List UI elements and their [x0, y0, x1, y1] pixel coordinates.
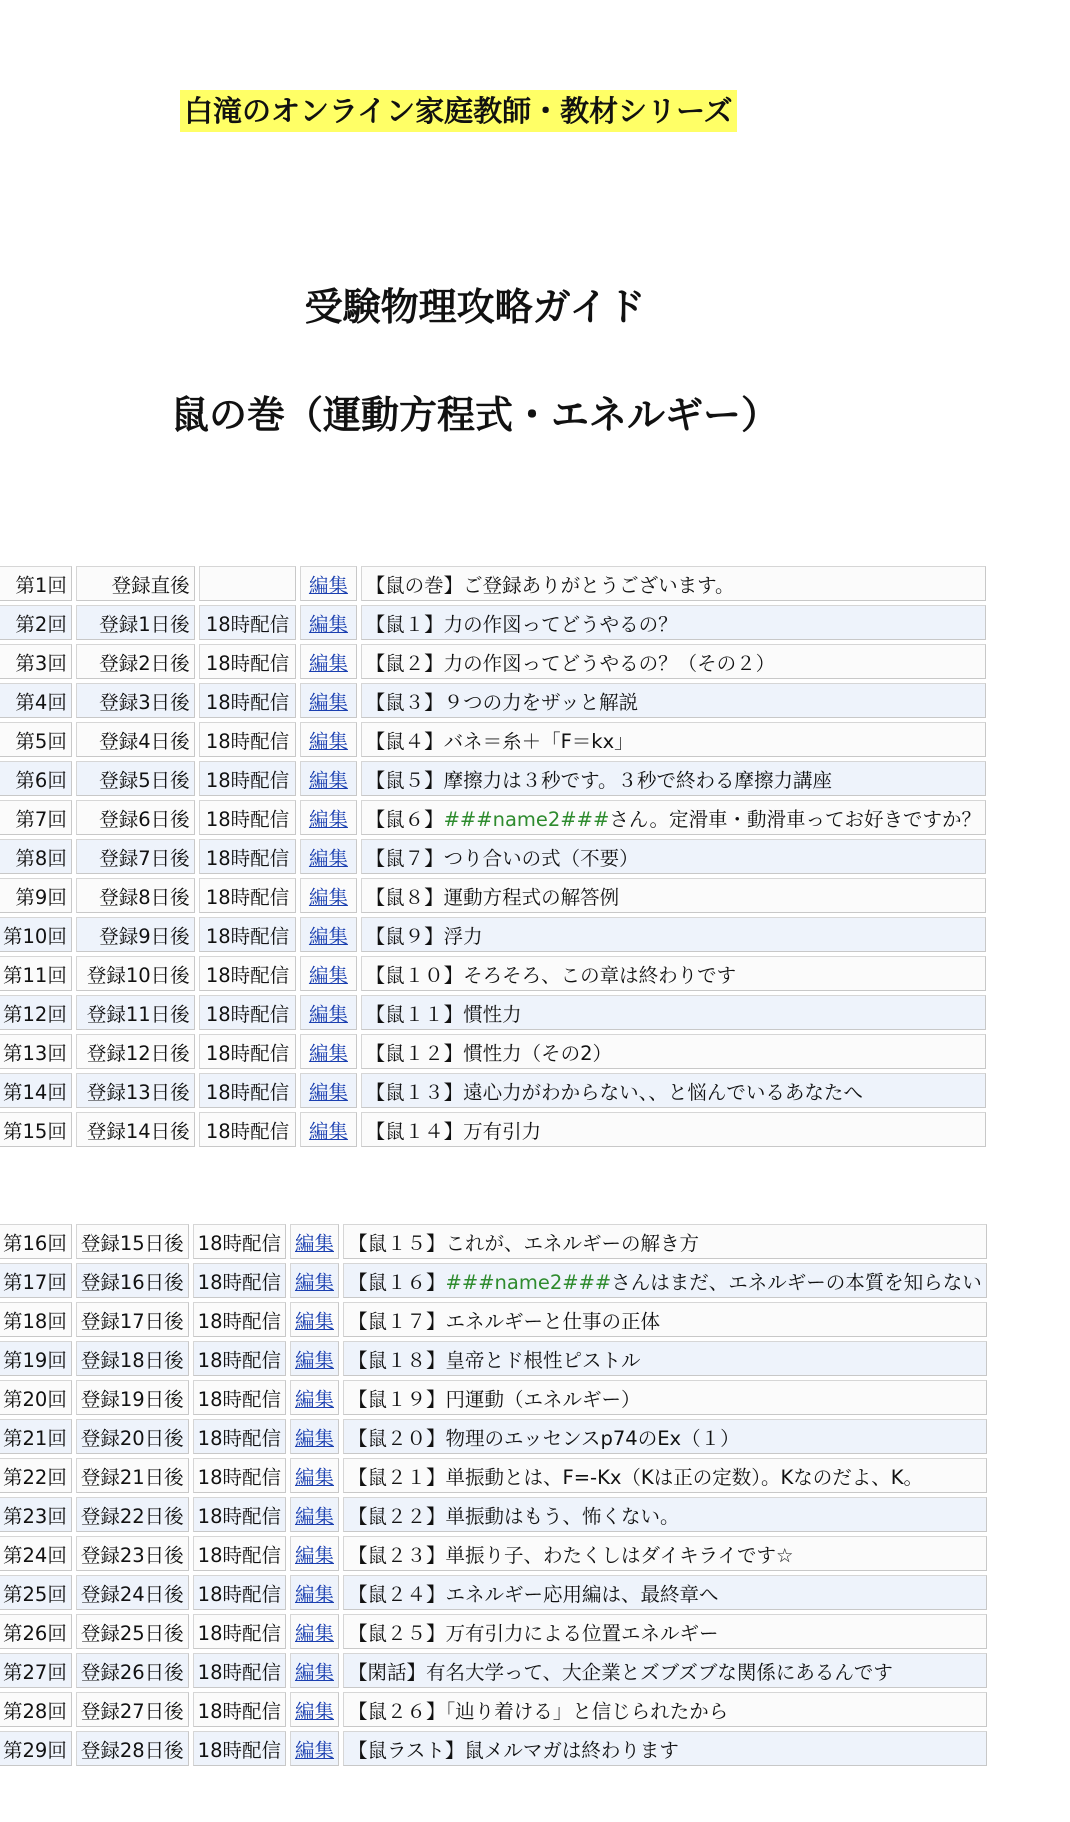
subject-text: 【鼠１】力の作図ってどうやるの？ [365, 612, 678, 636]
delivery-time: 18時配信 [193, 1341, 286, 1376]
delivery-time: 18時配信 [193, 1419, 286, 1454]
mail-subject [361, 722, 986, 757]
issue-number: 第3回 [0, 644, 72, 679]
delivery-time: 18時配信 [199, 683, 297, 718]
name-placeholder: ###name2### [445, 1270, 612, 1294]
edit-link[interactable]: 編集 [294, 1426, 334, 1450]
delivery-time: 18時配信 [199, 1073, 297, 1108]
subject-text: 【鼠の巻】ご登録ありがとうございます。 [365, 573, 735, 597]
issue-number: 第22回 [0, 1458, 72, 1493]
table-row [0, 1112, 986, 1147]
delivery-time: 18時配信 [193, 1575, 286, 1610]
delivery-day: 登録18日後 [76, 1341, 189, 1376]
delivery-day: 登録10日後 [76, 956, 195, 991]
mail-subject [343, 1263, 987, 1298]
mail-subject [343, 1497, 987, 1532]
edit-link[interactable]: 編集 [294, 1504, 334, 1528]
issue-number: 第26回 [0, 1614, 72, 1649]
subject-text: 【鼠２】力の作図ってどうやるの？（その２） [365, 651, 776, 675]
delivery-time: 18時配信 [199, 995, 297, 1030]
mail-subject [361, 839, 986, 874]
delivery-day: 登録15日後 [76, 1224, 189, 1259]
delivery-day: 登録8日後 [76, 878, 195, 913]
subject-text: 【鼠３】９つの力をザッと解説 [365, 690, 639, 714]
subject-text: 【鼠１９】円運動（エネルギー） [348, 1387, 641, 1411]
issue-number: 第6回 [0, 761, 72, 796]
edit-cell [300, 1034, 356, 1069]
edit-cell [290, 1302, 339, 1337]
table-row [0, 722, 986, 757]
edit-cell [290, 1263, 339, 1298]
subject-text: 【鼠８】運動方程式の解答例 [365, 885, 620, 909]
delivery-time: 18時配信 [193, 1692, 286, 1727]
issue-number: 第2回 [0, 605, 72, 640]
issue-number: 第17回 [0, 1263, 72, 1298]
table-row [0, 839, 986, 874]
subject-text: 【鼠７】つり合いの式（不要） [365, 846, 639, 870]
edit-cell [290, 1653, 339, 1688]
delivery-day: 登録13日後 [76, 1073, 195, 1108]
table-row [0, 1497, 987, 1532]
edit-link[interactable]: 編集 [308, 885, 348, 909]
issue-number: 第29回 [0, 1731, 72, 1766]
subject-text: 【鼠２２】単振動はもう、怖くない。 [348, 1504, 680, 1528]
subject-text: 【鼠１３】遠心力がわからない、、と悩んでいるあなたへ [365, 1080, 863, 1104]
issue-number: 第1回 [0, 566, 72, 601]
subject-text: 【鼠１６】 [348, 1270, 446, 1294]
mail-subject [343, 1380, 987, 1415]
edit-cell [290, 1614, 339, 1649]
table-row [0, 1653, 987, 1688]
edit-link[interactable]: 編集 [294, 1270, 334, 1294]
edit-link[interactable]: 編集 [294, 1543, 334, 1567]
subject-text: 【鼠２６】「辿り着ける」と信じられたから [348, 1699, 729, 1723]
table-row [0, 1380, 987, 1415]
edit-cell [290, 1419, 339, 1454]
issue-number: 第16回 [0, 1224, 72, 1259]
edit-link[interactable]: 編集 [294, 1738, 334, 1762]
subject-text: 【鼠１５】これが、エネルギーの解き方 [348, 1231, 700, 1255]
table-row [0, 1575, 987, 1610]
edit-cell [290, 1731, 339, 1766]
subject-text: 【鼠２５】万有引力による位置エネルギー [348, 1621, 719, 1645]
delivery-time: 18時配信 [193, 1653, 286, 1688]
delivery-time: 18時配信 [199, 644, 297, 679]
issue-number: 第14回 [0, 1073, 72, 1108]
edit-cell [300, 995, 356, 1030]
schedule-table-1 [0, 562, 990, 1151]
delivery-day: 登録3日後 [76, 683, 195, 718]
name-placeholder: ###name2### [443, 807, 610, 831]
table-row [0, 1073, 986, 1108]
edit-cell [290, 1224, 339, 1259]
table-row [0, 1536, 987, 1571]
mail-subject [343, 1458, 987, 1493]
table-row [0, 1692, 987, 1727]
delivery-time: 18時配信 [193, 1263, 286, 1298]
delivery-time: 18時配信 [199, 1034, 297, 1069]
edit-cell [300, 917, 356, 952]
edit-cell [300, 1073, 356, 1108]
delivery-day: 登録7日後 [76, 839, 195, 874]
table-row [0, 1419, 987, 1454]
edit-cell [290, 1497, 339, 1532]
edit-link[interactable]: 編集 [308, 807, 348, 831]
mail-subject [361, 917, 986, 952]
mail-subject [361, 683, 986, 718]
delivery-time: 18時配信 [193, 1731, 286, 1766]
subject-text: 【鼠１０】そろそろ、この章は終わりです [365, 963, 737, 987]
issue-number: 第13回 [0, 1034, 72, 1069]
issue-number: 第20回 [0, 1380, 72, 1415]
edit-link[interactable]: 編集 [308, 729, 348, 753]
delivery-day: 登録9日後 [76, 917, 195, 952]
issue-number: 第27回 [0, 1653, 72, 1688]
delivery-time: 18時配信 [199, 1112, 297, 1147]
edit-link[interactable]: 編集 [308, 651, 348, 675]
delivery-day: 登録1日後 [76, 605, 195, 640]
table-row [0, 644, 986, 679]
delivery-time: 18時配信 [199, 605, 297, 640]
delivery-day: 登録12日後 [76, 1034, 195, 1069]
delivery-time: 18時配信 [193, 1497, 286, 1532]
issue-number: 第24回 [0, 1536, 72, 1571]
edit-link[interactable]: 編集 [294, 1309, 334, 1333]
table-row [0, 1731, 987, 1766]
mail-subject [343, 1614, 987, 1649]
delivery-time: 18時配信 [193, 1224, 286, 1259]
mail-subject [361, 761, 986, 796]
delivery-time: 18時配信 [199, 800, 297, 835]
subject-text: 【鼠１８】皇帝とド根性ピストル [348, 1348, 641, 1372]
mail-subject [343, 1419, 987, 1454]
delivery-time: 18時配信 [199, 956, 297, 991]
edit-cell [300, 839, 356, 874]
edit-link[interactable]: 編集 [308, 1119, 348, 1143]
mail-subject [343, 1653, 987, 1688]
delivery-day: 登録21日後 [76, 1458, 189, 1493]
edit-link[interactable]: 編集 [308, 846, 348, 870]
table-row [0, 800, 986, 835]
edit-cell [290, 1458, 339, 1493]
mail-subject [361, 566, 986, 601]
subject-text: 【鼠２１】単振動とは、F=-Kx（Kは正の定数）。Kなのだよ、K。 [348, 1465, 924, 1489]
mail-subject [343, 1731, 987, 1766]
delivery-time: 18時配信 [199, 839, 297, 874]
subject-text: 【鼠９】浮力 [365, 924, 483, 948]
issue-number: 第28回 [0, 1692, 72, 1727]
table-row [0, 761, 986, 796]
delivery-day: 登録24日後 [76, 1575, 189, 1610]
table-row [0, 1614, 987, 1649]
issue-number: 第19回 [0, 1341, 72, 1376]
subject-text: 【鼠２０】物理のエッセンスp74のEx（１） [348, 1426, 740, 1450]
delivery-time: 18時配信 [193, 1458, 286, 1493]
subject-text: 【鼠２４】エネルギー応用編は、最終章へ [348, 1582, 719, 1606]
edit-cell [300, 605, 356, 640]
issue-number: 第11回 [0, 956, 72, 991]
mail-subject [343, 1341, 987, 1376]
edit-cell [300, 761, 356, 796]
edit-link[interactable]: 編集 [308, 690, 348, 714]
issue-number: 第4回 [0, 683, 72, 718]
delivery-day: 登録28日後 [76, 1731, 189, 1766]
edit-cell [300, 566, 356, 601]
mail-subject [361, 1034, 986, 1069]
delivery-day: 登録19日後 [76, 1380, 189, 1415]
delivery-time: 18時配信 [199, 761, 297, 796]
delivery-time: 18時配信 [193, 1380, 286, 1415]
delivery-day: 登録16日後 [76, 1263, 189, 1298]
delivery-day: 登録27日後 [76, 1692, 189, 1727]
table-row [0, 1458, 987, 1493]
edit-cell [300, 644, 356, 679]
table-row [0, 1224, 987, 1259]
edit-cell [300, 683, 356, 718]
delivery-time: 18時配信 [199, 917, 297, 952]
delivery-day: 登録11日後 [76, 995, 195, 1030]
delivery-time [199, 566, 297, 601]
delivery-day: 登録23日後 [76, 1536, 189, 1571]
schedule-table-2 [0, 1220, 991, 1770]
subject-text: 【鼠５】摩擦力は３秒です。３秒で終わる摩擦力講座 [365, 768, 833, 792]
mail-subject [343, 1302, 987, 1337]
subject-text: 【鼠２３】単振り子、わたくしはダイキライです☆ [348, 1543, 794, 1567]
table-row [0, 995, 986, 1030]
delivery-day: 登録17日後 [76, 1302, 189, 1337]
edit-link[interactable]: 編集 [308, 1080, 348, 1104]
edit-link[interactable]: 編集 [308, 963, 348, 987]
subject-text: 【鼠１２】慣性力（その2） [365, 1041, 612, 1065]
delivery-time: 18時配信 [193, 1614, 286, 1649]
edit-cell [300, 1112, 356, 1147]
edit-cell [290, 1575, 339, 1610]
delivery-day: 登録5日後 [76, 761, 195, 796]
edit-link[interactable]: 編集 [294, 1348, 334, 1372]
edit-link[interactable]: 編集 [308, 924, 348, 948]
delivery-time: 18時配信 [199, 878, 297, 913]
delivery-day: 登録26日後 [76, 1653, 189, 1688]
subject-text: 【鼠６】 [365, 807, 444, 831]
delivery-day: 登録25日後 [76, 1614, 189, 1649]
mail-subject [361, 1073, 986, 1108]
subject-text: さん。定滑車・動滑車ってお好きですか？ [609, 807, 981, 831]
mail-subject [361, 644, 986, 679]
table-row [0, 566, 986, 601]
edit-cell [300, 722, 356, 757]
mail-subject [361, 878, 986, 913]
issue-number: 第25回 [0, 1575, 72, 1610]
issue-number: 第12回 [0, 995, 72, 1030]
edit-link[interactable]: 編集 [294, 1465, 334, 1489]
mail-subject [361, 956, 986, 991]
subject-text: 【鼠１４】万有引力 [365, 1119, 542, 1143]
subject-text: 【鼠１７】エネルギーと仕事の正体 [348, 1309, 661, 1333]
mail-subject [343, 1536, 987, 1571]
edit-link[interactable]: 編集 [294, 1231, 334, 1255]
page-title: 受験物理攻略ガイド [304, 285, 646, 329]
edit-link[interactable]: 編集 [308, 612, 348, 636]
edit-link[interactable]: 編集 [308, 1002, 348, 1026]
table-row [0, 605, 986, 640]
table-row [0, 956, 986, 991]
mail-subject [361, 800, 986, 835]
page-subtitle: 鼠の巻（運動方程式・エネルギー） [170, 393, 779, 437]
edit-cell [300, 800, 356, 835]
edit-cell [290, 1692, 339, 1727]
edit-cell [290, 1341, 339, 1376]
mail-subject [343, 1692, 987, 1727]
issue-number: 第8回 [0, 839, 72, 874]
table-row [0, 1341, 987, 1376]
delivery-time: 18時配信 [193, 1302, 286, 1337]
subject-text: さんはまだ、エネルギーの本質を知らない [611, 1270, 982, 1294]
delivery-day: 登録14日後 [76, 1112, 195, 1147]
subject-text: 【鼠４】バネ＝糸＋「F＝kx」 [365, 729, 634, 753]
table-row [0, 878, 986, 913]
edit-cell [300, 956, 356, 991]
delivery-time: 18時配信 [193, 1536, 286, 1571]
table-row [0, 917, 986, 952]
delivery-day: 登録2日後 [76, 644, 195, 679]
mail-subject [361, 1112, 986, 1147]
issue-number: 第7回 [0, 800, 72, 835]
issue-number: 第9回 [0, 878, 72, 913]
subject-text: 【鼠１１】慣性力 [365, 1002, 522, 1026]
table-row [0, 683, 986, 718]
issue-number: 第5回 [0, 722, 72, 757]
delivery-day: 登録6日後 [76, 800, 195, 835]
table-row [0, 1263, 987, 1298]
edit-link[interactable]: 編集 [308, 573, 348, 597]
series-banner: 白滝のオンライン家庭教師・教材シリーズ [180, 90, 737, 132]
issue-number: 第15回 [0, 1112, 72, 1147]
edit-link[interactable]: 編集 [294, 1582, 334, 1606]
delivery-day: 登録22日後 [76, 1497, 189, 1532]
issue-number: 第10回 [0, 917, 72, 952]
edit-cell [290, 1380, 339, 1415]
delivery-day: 登録直後 [76, 566, 195, 601]
delivery-day: 登録20日後 [76, 1419, 189, 1454]
table-row [0, 1302, 987, 1337]
edit-link[interactable]: 編集 [308, 768, 348, 792]
delivery-day: 登録4日後 [76, 722, 195, 757]
mail-subject [361, 605, 986, 640]
edit-link[interactable]: 編集 [294, 1621, 334, 1645]
edit-link[interactable]: 編集 [294, 1387, 334, 1411]
table-row [0, 1034, 986, 1069]
delivery-time: 18時配信 [199, 722, 297, 757]
mail-subject [343, 1224, 987, 1259]
edit-link[interactable]: 編集 [294, 1699, 334, 1723]
issue-number: 第23回 [0, 1497, 72, 1532]
edit-cell [300, 878, 356, 913]
issue-number: 第21回 [0, 1419, 72, 1454]
mail-subject [361, 995, 986, 1030]
subject-text: 【閑話】有名大学って、大企業とズブズブな関係にあるんです [348, 1660, 893, 1684]
issue-number: 第18回 [0, 1302, 72, 1337]
edit-link[interactable]: 編集 [308, 1041, 348, 1065]
edit-link[interactable]: 編集 [294, 1660, 334, 1684]
edit-cell [290, 1536, 339, 1571]
subject-text: 【鼠ラスト】鼠メルマガは終わります [348, 1738, 679, 1762]
mail-subject [343, 1575, 987, 1610]
